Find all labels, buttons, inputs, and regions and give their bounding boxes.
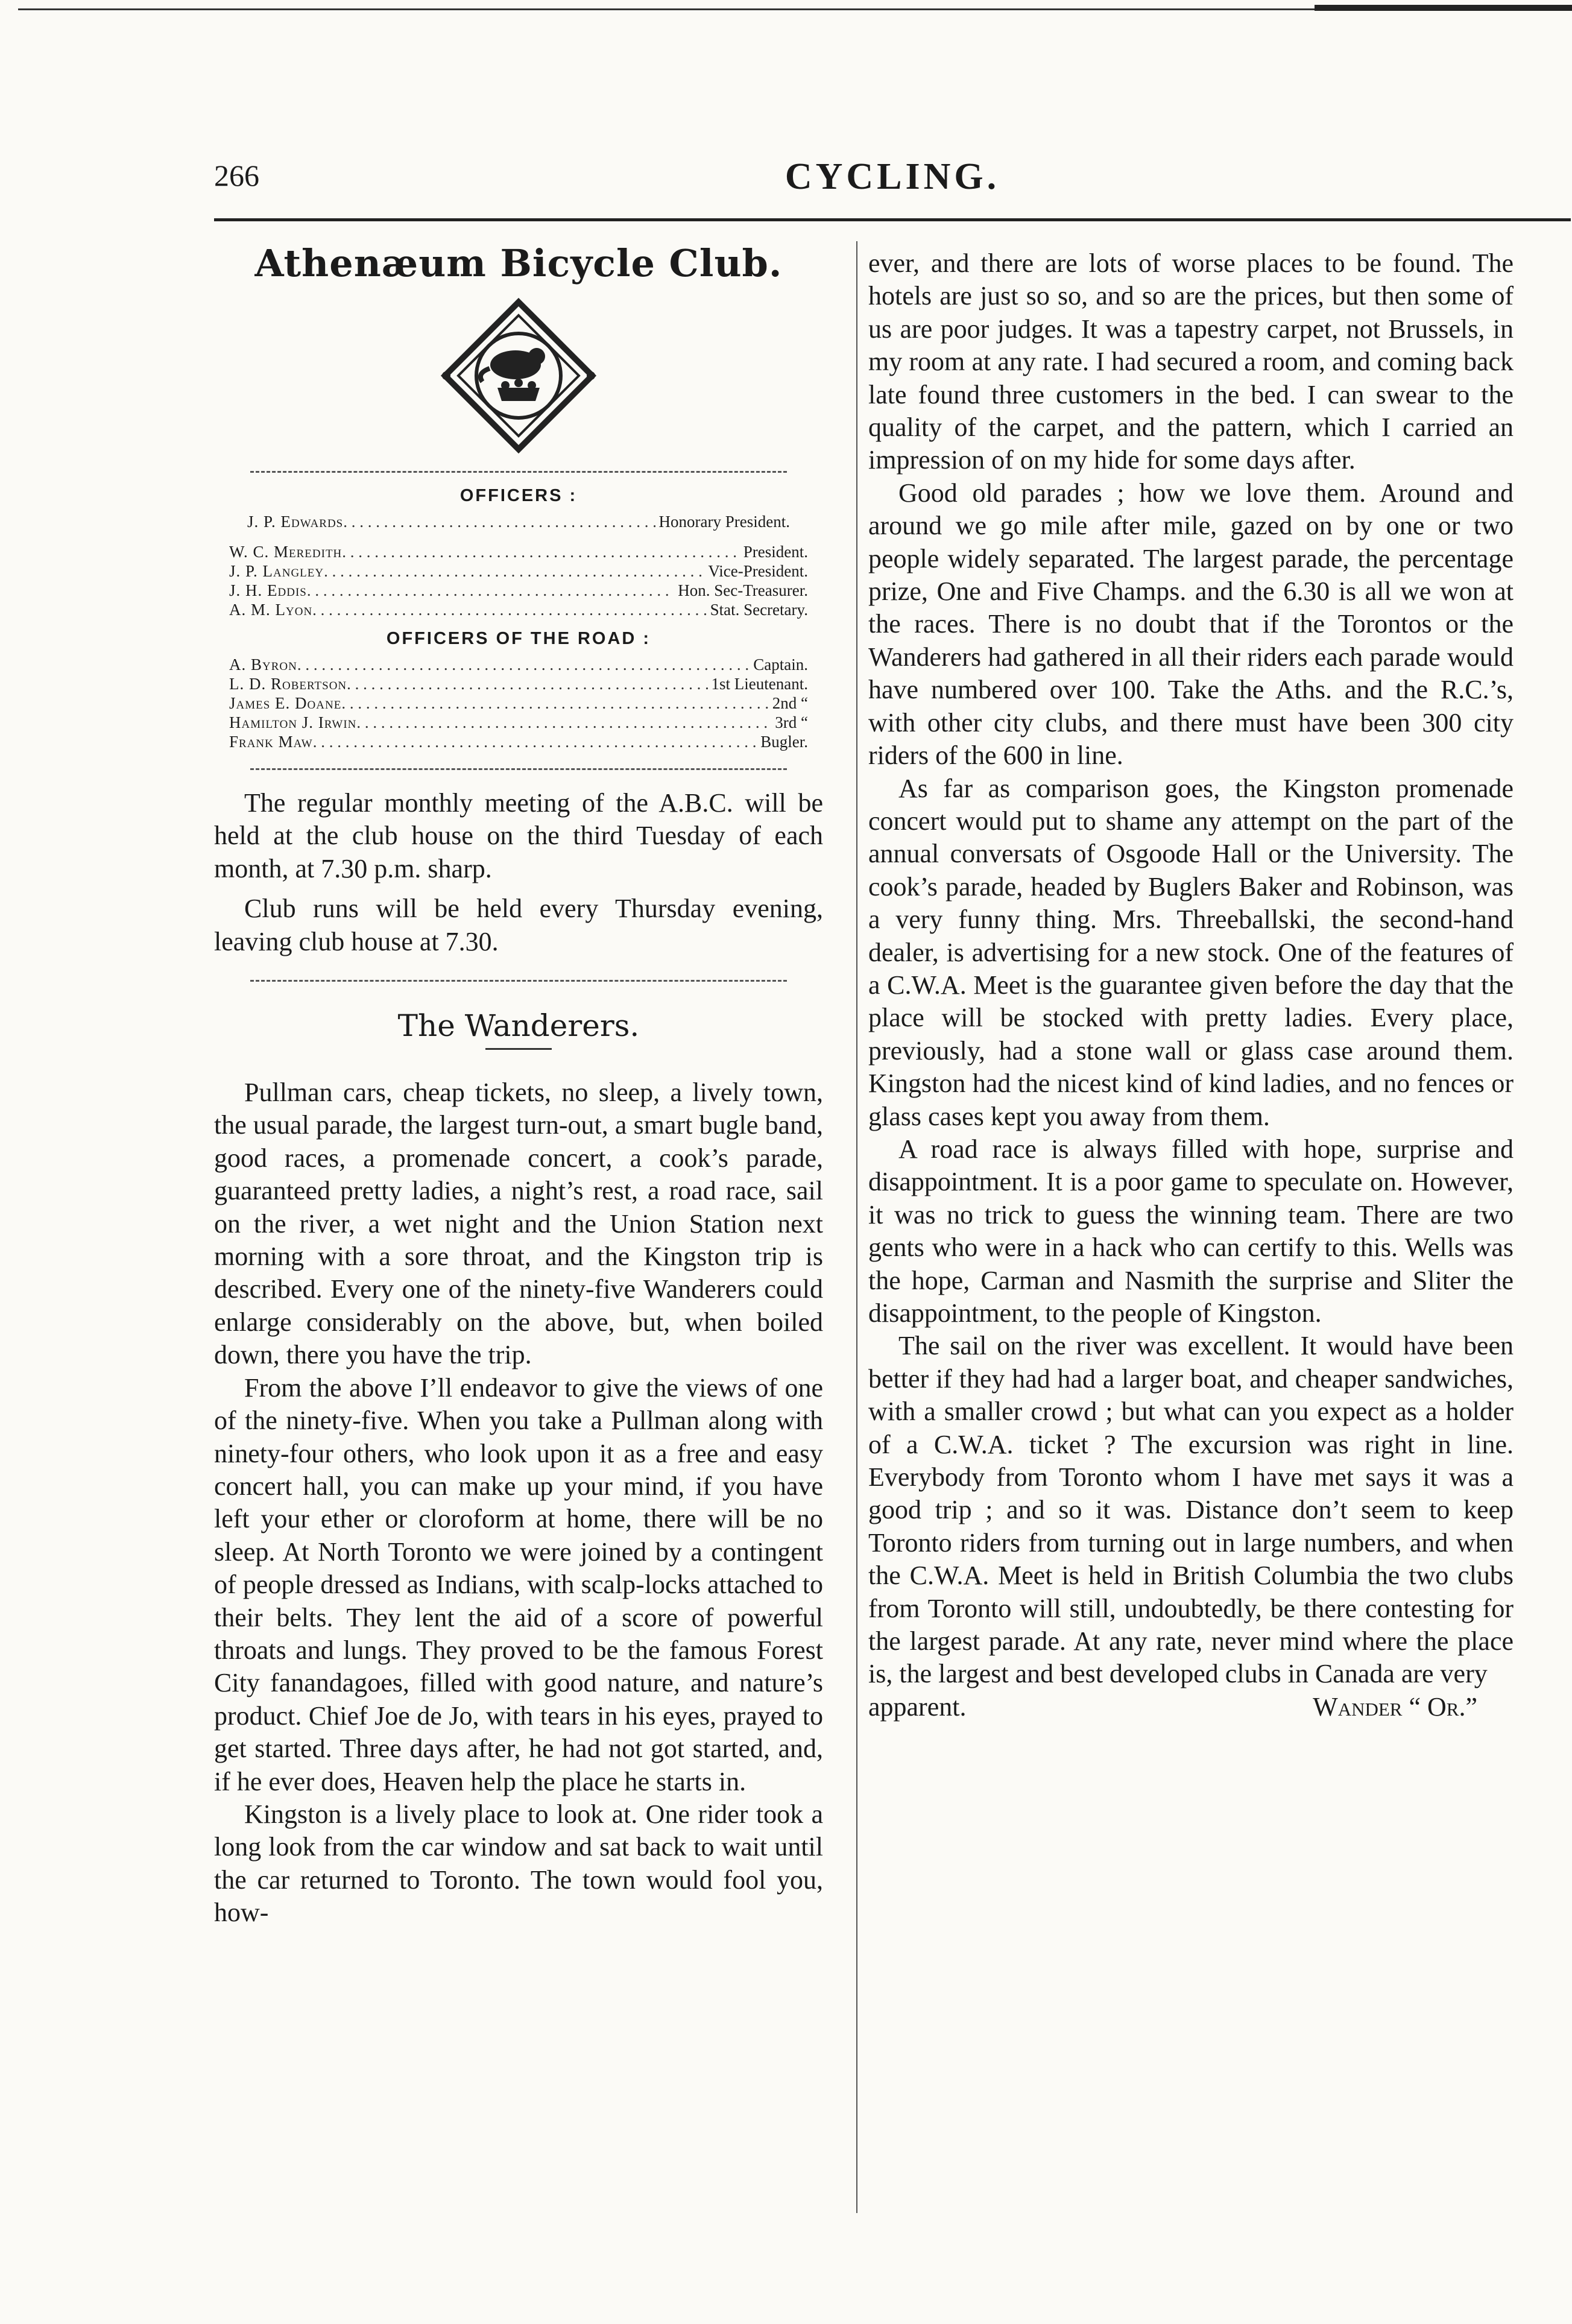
closing-word: apparent.	[868, 1691, 967, 1722]
officer-name: L. D. Robertson	[229, 675, 347, 693]
officer-row	[229, 561, 808, 581]
road-officer-row	[229, 655, 808, 674]
officer-name: J. P. Edwards	[247, 513, 344, 531]
article-paragraph: ever, and there are lots of worse places to be found. The hotels are just so so, and so are the prices, but then some of us are poor judges. It was a tapestry carpet, not Brussels, in my room at any rate. I had secured a room, and coming back late found three customers in the bed. I can swear to the quality of the carpet, and the pattern, which I carried an impression of on my hide for some days after.	[868, 248, 1514, 475]
officer-name: A. Byron	[229, 655, 297, 674]
officers-heading: OFFICERS :	[459, 486, 578, 505]
officer-row	[229, 600, 808, 619]
road-officer-row	[229, 732, 808, 751]
road-officers-list	[229, 655, 808, 751]
officer-name: J. H. Eddis	[229, 581, 307, 599]
article-paragraph: Good old parades ; how we love them. Around and around we go mile after mile, gazed on by one or two people widely separated. The largest parade, the percentage prize, One and Five Champs. and the 6.30 is all we won at the races. There is no doubt that if the Torontos or the Wanderers had gathered in all their riders each parade would have numbered over 100. Take the Aths. and the R.C.’s, with other city clubs, and there must have been 300 city riders of the 600 in line.	[868, 478, 1514, 771]
road-officer-row	[229, 713, 808, 732]
article-paragraph: The sail on the river was excellent. It would have been better if they had had a larger boat, and cheaper sandwiches, with a smaller crowd ; but what can you expect as a holder of a C.W.A. ticket ? The excursion was right in line. Everybody from Toronto whom I have met says it was a good trip ; and so it was. Distance don’t seem to keep Toronto riders from turning out in large numbers, and when the C.W.A. Meet is held in British Columbia the two clubs from Toronto will still, undoubtedly, be there contesting for the largest parade. At any rate, never mind where the place is, the largest and best developed clubs in Canada are very	[868, 1331, 1514, 1689]
article-paragraph: Pullman cars, cheap tickets, no sleep, a lively town, the usual parade, the largest turn-out, a smart bugle band, good races, a promenade concert, a cook’s parade, guaranteed pretty ladies, a night’s rest, a road race, sail on the river, a wet night and the Union Station next morning with a sore throat, and the Kingston trip is described. Every one of the ninety-five Wanderers could enlarge considerably on the above, but, when boiled down, there you have the trip.	[214, 1078, 823, 1370]
page-header	[214, 158, 1571, 206]
club-runs-notice: Club runs will be held every Thursday evening, leaving club house at 7.30.	[214, 894, 823, 956]
officer-role: Hon. Sec-Treasurer.	[678, 581, 808, 599]
road-officer-row	[229, 674, 808, 693]
honorary-president-row	[247, 512, 790, 531]
officer-row	[229, 542, 808, 561]
officer-role: 2nd “	[772, 694, 808, 712]
officer-role: Vice-President.	[708, 562, 808, 580]
officer-name: W. C. Meredith	[229, 543, 342, 561]
officer-name: Hamilton J. Irwin	[229, 713, 357, 731]
officer-role: Honorary President.	[658, 513, 790, 531]
column-divider	[856, 241, 857, 2213]
officer-name: James E. Doane	[229, 694, 342, 712]
club-crest-beaver-icon	[440, 297, 597, 454]
officer-role: Captain.	[753, 655, 808, 674]
title-rule	[485, 1048, 552, 1050]
running-title: CYCLING.	[784, 156, 1000, 197]
meeting-notice: The regular monthly meeting of the A.B.C. will be held at the club house on the third Tuesday of each month, at 7.30 p.m. sharp.	[214, 788, 823, 883]
header-rule	[214, 218, 1571, 221]
officer-role: 1st Lieutenant.	[711, 675, 808, 693]
author-signature: Wander “ Or.”	[1313, 1691, 1477, 1722]
officers-list	[229, 542, 808, 619]
officer-name: J. P. Langley	[229, 562, 324, 580]
article-paragraph: As far as comparison goes, the Kingston promenade concert would put to shame any attempt on the part of the annual conversats of Osgoode Hall or the University. The cook’s parade, headed by Buglers Baker and Robinson, was a very funny thing. Mrs. Threeballski, the second-hand dealer, is advertising for a new stock. One of the features of a C.W.A. Meet is the guarantee given before the day that the place will be stocked with pretty ladies. Every place, previously, had a stone wall or glass case around them. Kingston had the nicest kind of kind ladies, and no fences or glass cases kept you away from them.	[868, 773, 1514, 1131]
officer-role: Stat. Secretary.	[710, 601, 808, 619]
club-title: Athenæum Bicycle Club.	[254, 241, 783, 285]
road-officers-heading: OFFICERS OF THE ROAD :	[386, 629, 651, 648]
article-paragraph: A road race is always filled with hope, surprise and disappointment. It is a poor game to speculate on. However, it was no trick to guess the winning team. There are two gents who were in a hack who can certify to this. Wells was the hope, Carman and Nasmith the surprise and Sliter the disappointment, to the people of Kingston.	[868, 1134, 1514, 1328]
ornamental-divider	[250, 980, 787, 982]
road-officer-row	[229, 693, 808, 713]
ornamental-divider	[250, 768, 787, 770]
left-column	[214, 241, 823, 1930]
article-paragraph: Kingston is a lively place to look at. One rider took a long look from the car window and sat back to wait until the car returned to Toronto. The town would fool you, how-	[214, 1799, 823, 1928]
closing-line	[868, 1691, 1514, 1723]
officer-row	[229, 581, 808, 600]
officer-role: Bugler.	[760, 733, 808, 751]
article-paragraph: From the above I’ll endeavor to give the views of one of the ninety-five. When you take a Pullman along with ninety-four others, who look upon it as a free and easy concert hall, you can make up your mind, if you have left your ether or cloroform at home, there will be no sleep. At North Toronto we were joined by a contingent of people dressed as Indians, with scalp-locks attached to their belts. They lent the aid of a score of powerful throats and lungs. They proved to be the famous Forest City fanandagoes, filled with good nature, and nature’s product. Chief Joe de Jo, with tears in his eyes, prayed to get started. Three days after, he had not got started, and, if he ever does, Heaven help the place he starts in.	[214, 1372, 823, 1796]
right-column	[868, 247, 1514, 1723]
officer-name: A. M. Lyon	[229, 601, 313, 619]
article-title: The Wanderers.	[397, 1008, 640, 1044]
officer-role: 3rd “	[775, 713, 808, 731]
page-number: 266	[214, 159, 259, 192]
top-edge-heavy-rule	[1315, 5, 1572, 11]
officer-role: President.	[743, 543, 808, 561]
officer-name: Frank Maw	[229, 733, 313, 751]
ornamental-divider	[250, 471, 787, 473]
